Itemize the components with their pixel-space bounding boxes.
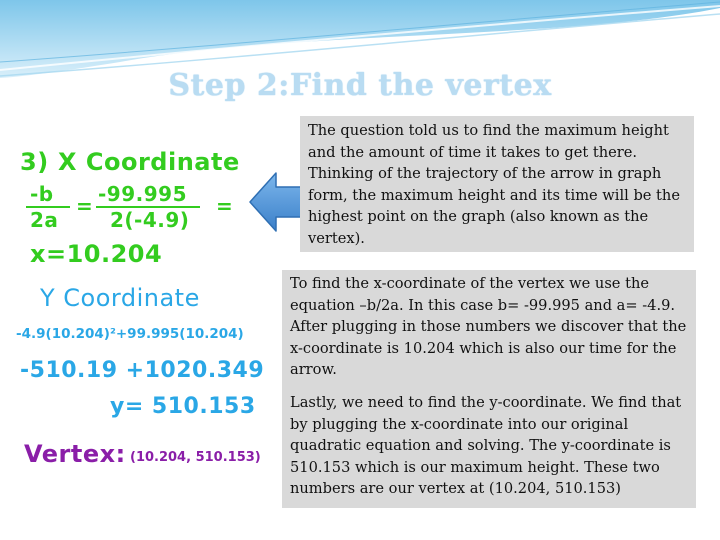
handwritten-work-panel xyxy=(10,140,266,482)
work-vertex-value: (10.204, 510.153) xyxy=(130,450,261,465)
work-equals-1: = xyxy=(76,194,94,218)
explanation-text-3: Lastly, we need to find the y-coordinate. We find that by plugging the x-coordinate into our original quadratic equation and solving. The y-coordinate is 510.153 which is our maximum height. These two numbers are our vertex at (10.204, 510.153) xyxy=(290,393,682,498)
work-y-heading: Y Coordinate xyxy=(40,284,200,312)
work-frac-num-left: -b xyxy=(30,182,54,206)
work-y-line-2: -510.19 +1020.349 xyxy=(20,358,265,383)
left-arrow-icon xyxy=(248,170,304,234)
work-frac-num-right: -99.995 xyxy=(98,182,187,206)
work-y-result: y= 510.153 xyxy=(110,394,256,419)
slide-title: Step 2:Find the vertex xyxy=(168,68,552,103)
work-frac-den-right: 2(-4.9) xyxy=(110,208,190,232)
work-vertex-label: Vertex: xyxy=(24,440,126,468)
work-x-heading: X Coordinate xyxy=(58,148,240,176)
explanation-text-2: To find the x-coordinate of the vertex we use the equation –b/2a. In this case b= -99.995 and a= -4.9. After plugging in those numbers we discover that the x-coordinate is 10.204 which is also our time for the arrow. xyxy=(290,275,687,379)
work-y-line-1: -4.9(10.204)²+99.995(10.204) xyxy=(16,326,244,342)
work-equals-2: = xyxy=(216,194,234,218)
work-frac-den-left: 2a xyxy=(30,208,59,232)
explanation-box-coordinates xyxy=(282,270,696,508)
work-step-number: 3) xyxy=(20,148,49,176)
explanation-text-1: The question told us to find the maximum height and the amount of time it takes to get there. Thinking of the trajectory of the arrow in graph form, the maximum height and its time will be the highest point on the graph (also known as the vertex). xyxy=(308,122,680,247)
explanation-box-vertex xyxy=(300,116,694,252)
work-x-result: x=10.204 xyxy=(30,240,163,268)
